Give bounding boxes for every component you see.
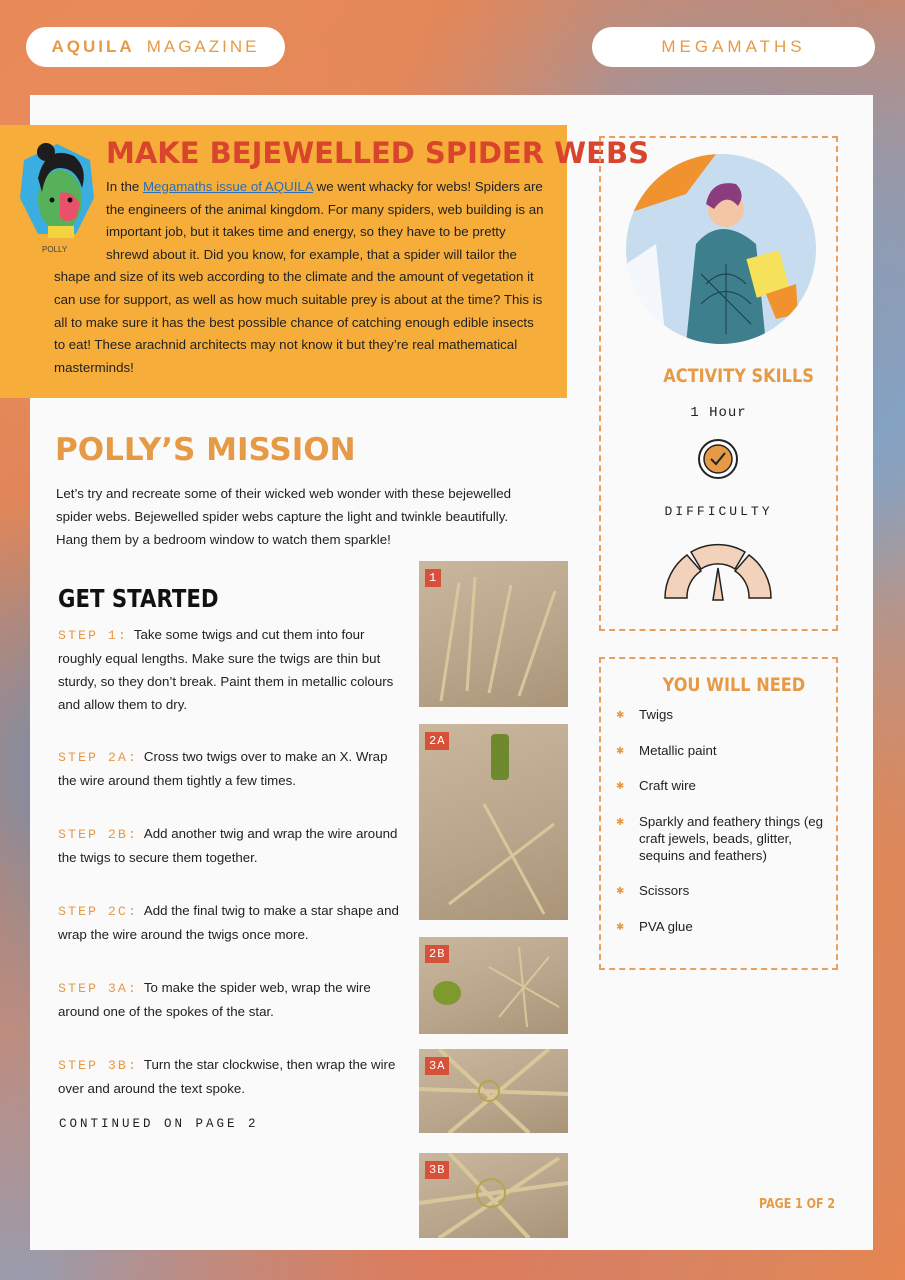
photo-label: 3B xyxy=(425,1161,449,1179)
photo-step-3b xyxy=(419,1153,568,1238)
step-label: STEP 2C: xyxy=(58,904,138,919)
section-title: MEGAMATHS xyxy=(661,37,806,56)
avatar-caption: POLLY xyxy=(42,245,68,254)
difficulty-gauge-icon xyxy=(661,538,775,604)
photo-label: 2A xyxy=(425,732,449,750)
page-number: PAGE 1 OF 2 xyxy=(759,1197,836,1212)
continued-note: CONTINUED ON PAGE 2 xyxy=(59,1117,259,1131)
step-1 xyxy=(58,623,403,716)
step-text: Turn the star clockwise, then wrap the wire over and around the text spoke. xyxy=(58,1057,396,1096)
mission-heading: POLLY’S MISSION xyxy=(55,432,356,468)
intro-paragraph xyxy=(54,176,544,379)
page-title: MAKE BEJEWELLED SPIDER WEBS xyxy=(106,136,649,170)
photo-label: 3A xyxy=(425,1057,449,1075)
clock-icon xyxy=(697,438,739,480)
spider-web-illustration xyxy=(626,154,816,344)
activity-skills-heading: ACTIVITY SKILLS xyxy=(663,365,814,387)
step-text: Add the final twig to make a star shape and wrap the wire around the twigs once more. xyxy=(58,903,399,942)
step-label: STEP 3A: xyxy=(58,981,138,996)
list-item: ✱ PVA glue xyxy=(616,918,826,935)
brand-light: MAGAZINE xyxy=(146,37,260,56)
avatar-space xyxy=(54,176,106,266)
list-item: ✱ Metallic paint xyxy=(616,742,826,759)
list-item: ✱ Craft wire xyxy=(616,777,826,794)
intro-text-start: In the xyxy=(106,179,143,194)
photo-label: 2B xyxy=(425,945,449,963)
megamaths-issue-link[interactable]: Megamaths issue of AQUILA xyxy=(142,179,313,194)
magazine-logo-pill xyxy=(26,27,285,67)
step-3a xyxy=(58,976,403,1023)
step-2c xyxy=(58,899,403,946)
twigs-image xyxy=(419,561,568,707)
step-text: Take some twigs and cut them into four roughly equal lengths. Make sure the twigs are thin but sturdy, so they don’t break. Paint them in metallic colours and allow them to dry. xyxy=(58,627,394,712)
step-2b xyxy=(58,822,403,869)
get-started-heading: GET STARTED xyxy=(58,584,219,613)
step-text: Add another twig and wrap the wire around the twigs to secure them together. xyxy=(58,826,398,865)
you-will-need-heading: YOU WILL NEED xyxy=(662,674,806,696)
difficulty-label: DIFFICULTY xyxy=(664,504,773,519)
photo-step-2a xyxy=(419,724,568,920)
crossed-twigs-image xyxy=(419,724,568,920)
section-pill xyxy=(592,27,875,67)
list-item: ✱ Twigs xyxy=(616,706,826,723)
mission-paragraph: Let’s try and recreate some of their wicked web wonder with these bejewelled spider webs. Bejewelled spider webs capture the light and twinkle beautifully. Hang them by a bedroom window to watch them sparkle! xyxy=(56,486,512,547)
step-label: STEP 1: xyxy=(58,628,128,643)
step-label: STEP 2B: xyxy=(58,827,138,842)
brand-bold: AQUILA xyxy=(51,37,135,56)
photo-step-3a xyxy=(419,1049,568,1133)
photo-label: 1 xyxy=(425,569,441,587)
duration-text: 1 Hour xyxy=(690,405,747,421)
step-label: STEP 3B: xyxy=(58,1058,138,1073)
photo-step-2b xyxy=(419,937,568,1034)
list-item: ✱ Scissors xyxy=(616,882,826,899)
photo-step-1 xyxy=(419,561,568,707)
materials-list xyxy=(616,706,826,953)
step-3b xyxy=(58,1053,403,1100)
list-item: ✱ Sparkly and feathery things (eg craft jewels, beads, glitter, sequins and feathers) xyxy=(616,813,826,864)
step-2a xyxy=(58,745,403,792)
step-text: To make the spider web, wrap the wire around one of the spokes of the star. xyxy=(58,980,371,1019)
intro-text-end: we went whacky for webs! Spiders are the engineers of the animal kingdom. For many spiders, web building is an important job, but it takes time and energy, so they have to be pretty shrewd about it. Did you know, for example, that a spider will tailor the shape and size of its web according to the climate and the amount of vegetation it can use for support, as well as how much suitable prey is about at the time? This is all to make sure it has the best possible chance of catching enough edible insects to eat! These arachnid architects may not know it but they’re real mathematical masterminds! xyxy=(54,179,544,375)
step-text: Cross two twigs over to make an X. Wrap the wire around them tightly a few times. xyxy=(58,749,388,788)
step-label: STEP 2A: xyxy=(58,750,138,765)
